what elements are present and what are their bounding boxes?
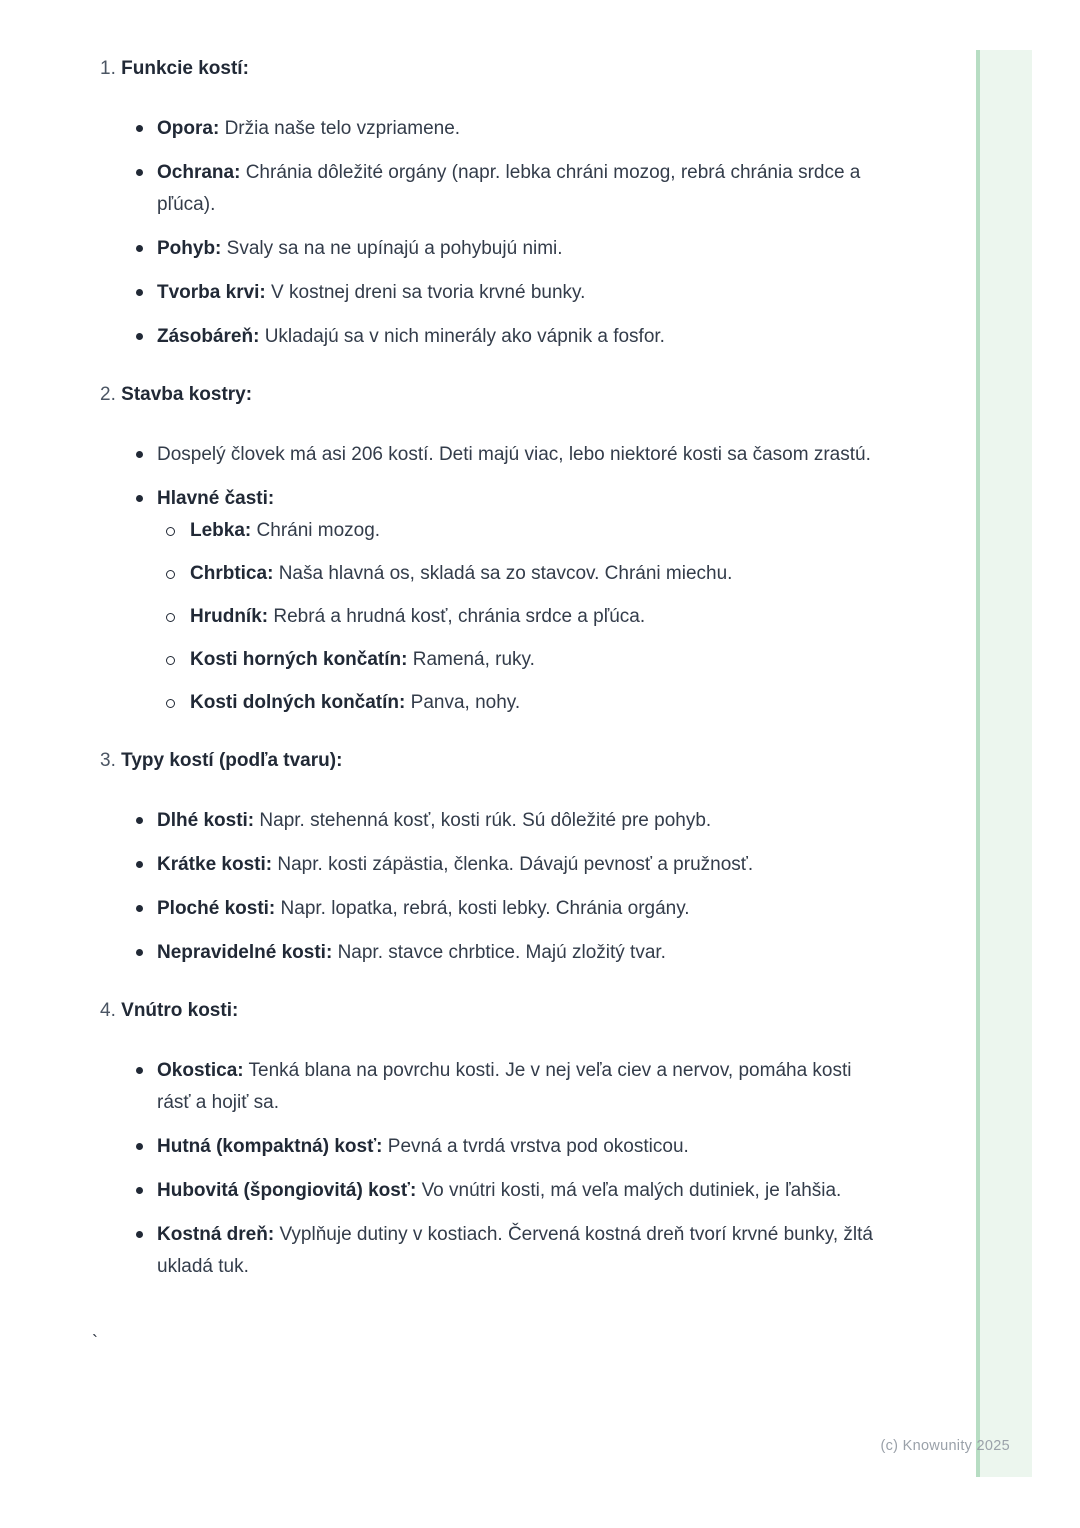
bullet-icon <box>136 861 143 868</box>
bullet-icon <box>136 1143 143 1150</box>
list-item <box>100 439 882 471</box>
bullet-icon <box>136 1231 143 1238</box>
right-accent-stripe <box>976 50 1032 1477</box>
bullet-icon <box>136 125 143 132</box>
item-text: Rebrá a hrudná kosť, chránia srdce a pľúca. <box>273 606 646 627</box>
item-label: Ochrana: <box>157 162 241 183</box>
circle-bullet-icon <box>166 656 175 665</box>
list-item <box>100 233 882 265</box>
bullet-icon <box>136 1187 143 1194</box>
list-item <box>100 1219 882 1283</box>
circle-bullet-icon <box>166 613 175 622</box>
bullet-icon <box>136 451 143 458</box>
copyright-notice: (c) Knowunity 2025 <box>880 1438 1010 1454</box>
item-label: Hrudník: <box>190 606 269 627</box>
bullet-icon <box>136 949 143 956</box>
item-label: Chrbtica: <box>190 563 274 584</box>
section-funkcie-kosti <box>100 53 882 353</box>
section-title: Typy kostí (podľa tvaru): <box>121 750 343 771</box>
bullet-icon <box>136 289 143 296</box>
sub-list-item <box>157 515 882 547</box>
bullet-icon <box>136 817 143 824</box>
bullet-list <box>100 113 882 353</box>
list-item <box>100 157 882 221</box>
section-typy-kosti <box>100 745 882 969</box>
item-text: Panva, nohy. <box>410 692 521 713</box>
section-heading <box>100 379 882 411</box>
sub-list-item <box>157 687 882 719</box>
stray-backtick-character: ` <box>92 1332 98 1352</box>
item-label: Ploché kosti: <box>157 898 276 919</box>
section-number: 4. <box>100 1000 116 1021</box>
item-text: Vyplňuje dutiny v kostiach. Červená kostná dreň tvorí krvné bunky, žltá ukladá tuk. <box>157 1224 873 1277</box>
bullet-icon <box>136 333 143 340</box>
item-label: Okostica: <box>157 1060 244 1081</box>
section-heading <box>100 995 882 1027</box>
section-stavba-kostry <box>100 379 882 719</box>
bullet-list <box>100 1055 882 1283</box>
item-text: Svaly sa na ne upínajú a pohybujú nimi. <box>226 238 563 259</box>
bullet-icon <box>136 495 143 502</box>
item-label: Krátke kosti: <box>157 854 273 875</box>
bullet-icon <box>136 1067 143 1074</box>
bullet-icon <box>136 169 143 176</box>
list-item <box>100 1131 882 1163</box>
item-label: Nepravidelné kosti: <box>157 942 333 963</box>
item-label: Hutná (kompaktná) kosť: <box>157 1136 383 1157</box>
section-heading <box>100 53 882 85</box>
item-text: Chráni mozog. <box>256 520 381 541</box>
circle-bullet-icon <box>166 527 175 536</box>
document-content <box>100 53 882 1283</box>
sub-bullet-list <box>157 515 882 719</box>
list-item <box>100 321 882 353</box>
list-item <box>100 849 882 881</box>
item-text: Napr. stehenná kosť, kosti rúk. Sú dôležité pre pohyb. <box>259 810 712 831</box>
list-item <box>100 937 882 969</box>
circle-bullet-icon <box>166 570 175 579</box>
item-label: Lebka: <box>190 520 252 541</box>
item-text: Naša hlavná os, skladá sa zo stavcov. Chráni miechu. <box>278 563 733 584</box>
circle-bullet-icon <box>166 699 175 708</box>
item-label: Kostná dreň: <box>157 1224 275 1245</box>
list-item <box>100 113 882 145</box>
item-label: Zásobáreň: <box>157 326 260 347</box>
bullet-icon <box>136 905 143 912</box>
sub-list-item <box>157 644 882 676</box>
item-label: Dlhé kosti: <box>157 810 255 831</box>
sub-list-item <box>157 558 882 590</box>
item-label: Pohyb: <box>157 238 222 259</box>
section-number: 2. <box>100 384 116 405</box>
item-text: Vo vnútri kosti, má veľa malých dutiniek, je ľahšia. <box>421 1180 842 1201</box>
item-text: Ukladajú sa v nich minerály ako vápnik a fosfor. <box>264 326 665 347</box>
section-title: Vnútro kosti: <box>121 1000 239 1021</box>
bullet-list <box>100 439 882 719</box>
section-title: Stavba kostry: <box>121 384 253 405</box>
section-number: 1. <box>100 58 116 79</box>
section-vnutro-kosti <box>100 995 882 1283</box>
list-item <box>100 1175 882 1207</box>
item-text: Pevná a tvrdá vrstva pod okosticou. <box>387 1136 689 1157</box>
item-text: Dospelý človek má asi 206 kostí. Deti majú viac, lebo niektoré kosti sa časom zrastú. <box>157 444 871 465</box>
item-label: Hlavné časti: <box>157 488 275 509</box>
item-label: Opora: <box>157 118 220 139</box>
sub-list-item <box>157 601 882 633</box>
list-item <box>100 277 882 309</box>
list-item <box>100 805 882 837</box>
list-item <box>100 483 882 719</box>
item-text: Držia naše telo vzpriamene. <box>224 118 461 139</box>
section-title: Funkcie kostí: <box>121 58 249 79</box>
list-item <box>100 1055 882 1119</box>
section-heading <box>100 745 882 777</box>
bullet-icon <box>136 245 143 252</box>
item-text: Napr. kosti zápästia, členka. Dávajú pevnosť a pružnosť. <box>277 854 754 875</box>
item-text: V kostnej dreni sa tvoria krvné bunky. <box>271 282 586 303</box>
item-text: Napr. stavce chrbtice. Majú zložitý tvar. <box>337 942 666 963</box>
list-item <box>100 893 882 925</box>
item-text: Ramená, ruky. <box>412 649 535 670</box>
item-text: Tenká blana na povrchu kosti. Je v nej veľa ciev a nervov, pomáha kosti rásť a hojiť sa. <box>157 1060 852 1113</box>
item-text: Napr. lopatka, rebrá, kosti lebky. Chránia orgány. <box>280 898 690 919</box>
item-label: Hubovitá (špongiovitá) kosť: <box>157 1180 417 1201</box>
item-label: Kosti horných končatín: <box>190 649 408 670</box>
item-label: Tvorba krvi: <box>157 282 266 303</box>
item-label: Kosti dolných končatín: <box>190 692 406 713</box>
item-text: Chránia dôležité orgány (napr. lebka chráni mozog, rebrá chránia srdce a pľúca). <box>157 162 861 215</box>
bullet-list <box>100 805 882 969</box>
section-number: 3. <box>100 750 116 771</box>
